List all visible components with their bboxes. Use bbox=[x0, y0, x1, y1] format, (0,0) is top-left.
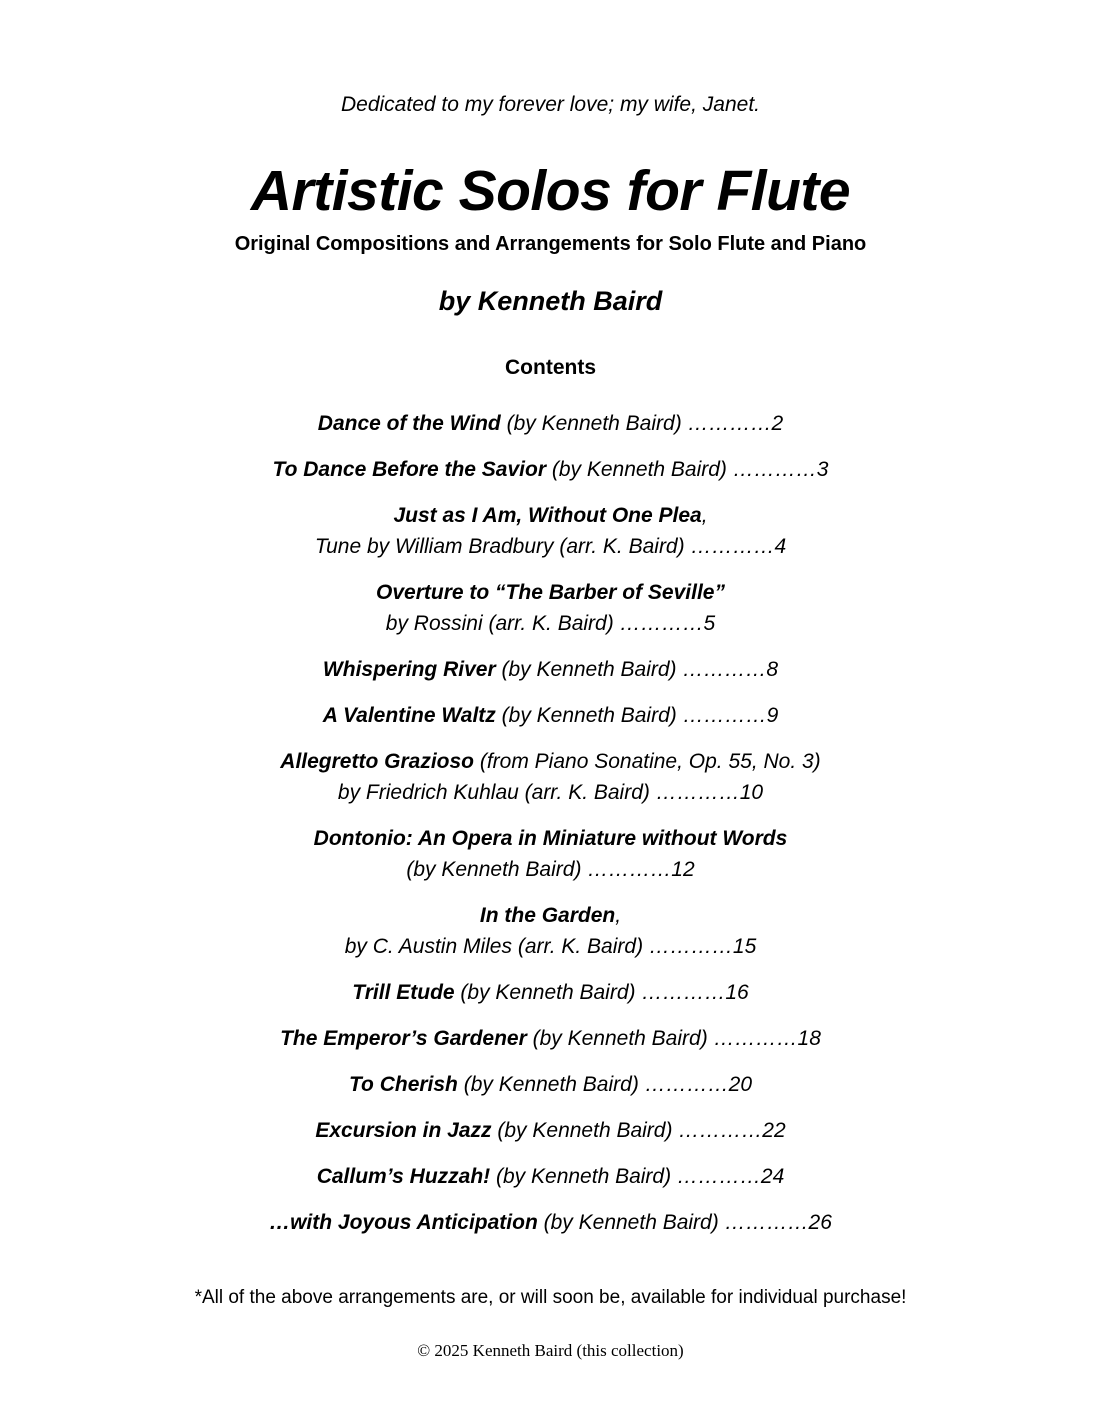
toc-piece-title: To Cherish bbox=[348, 1073, 458, 1096]
toc-entry bbox=[0, 500, 1101, 562]
toc-entry bbox=[0, 746, 1101, 808]
toc-piece-detail: , bbox=[701, 504, 708, 527]
toc-entry bbox=[0, 1023, 1101, 1054]
toc-piece-credit: by Friedrich Kuhlau (arr. K. Baird) …………10 bbox=[337, 781, 764, 804]
toc-piece-detail: , bbox=[615, 904, 622, 927]
toc-piece-title: Trill Etude bbox=[352, 981, 455, 1004]
toc-piece-title: Dontonio: An Opera in Miniature without Words bbox=[313, 827, 788, 850]
toc-piece-detail: (by Kenneth Baird) …………2 bbox=[500, 412, 784, 435]
author-line: by Kenneth Baird bbox=[438, 286, 663, 316]
page-title: Artistic Solos for Flute bbox=[250, 159, 851, 223]
toc-piece-detail: (by Kenneth Baird) …………26 bbox=[537, 1211, 832, 1234]
toc-piece-detail: (by Kenneth Baird) …………3 bbox=[546, 458, 829, 481]
toc-piece-title: Overture to “The Barber of Seville” bbox=[376, 581, 725, 604]
copyright: © 2025 Kenneth Baird (this collection) bbox=[417, 1341, 684, 1360]
toc-entry bbox=[0, 823, 1101, 885]
toc-piece-title: Dance of the Wind bbox=[317, 412, 501, 435]
toc-piece-title: …with Joyous Anticipation bbox=[269, 1211, 538, 1234]
toc-piece-credit: Tune by William Bradbury (arr. K. Baird) …………4 bbox=[314, 535, 787, 558]
toc-piece-detail: (by Kenneth Baird) …………8 bbox=[495, 658, 779, 681]
toc-entry bbox=[0, 1069, 1101, 1100]
toc-piece-credit: by Rossini (arr. K. Baird) …………5 bbox=[385, 612, 716, 635]
toc-piece-title: The Emperor’s Gardener bbox=[280, 1027, 527, 1050]
toc-piece-detail: (by Kenneth Baird) …………20 bbox=[457, 1073, 753, 1096]
toc-piece-credit: (by Kenneth Baird) …………12 bbox=[406, 858, 695, 881]
toc-piece-detail: (from Piano Sonatine, Op. 55, No. 3) bbox=[474, 750, 821, 773]
toc-entry bbox=[0, 454, 1101, 485]
table-of-contents bbox=[0, 408, 1101, 1253]
toc-piece-title: Callum’s Huzzah! bbox=[316, 1165, 491, 1188]
toc-piece-title: Allegretto Grazioso bbox=[280, 750, 474, 773]
dedication: Dedicated to my forever love; my wife, Janet. bbox=[340, 93, 760, 116]
availability-note: *All of the above arrangements are, or will soon be, available for individual purchase! bbox=[194, 1287, 907, 1308]
toc-entry bbox=[0, 408, 1101, 439]
subtitle: Original Compositions and Arrangements for Solo Flute and Piano bbox=[234, 233, 867, 255]
toc-piece-title: In the Garden bbox=[479, 904, 616, 927]
toc-entry bbox=[0, 577, 1101, 639]
toc-piece-detail: (by Kenneth Baird) …………18 bbox=[526, 1027, 821, 1050]
toc-piece-title: Whispering River bbox=[322, 658, 496, 681]
toc-piece-detail: (by Kenneth Baird) …………9 bbox=[495, 704, 779, 727]
toc-piece-detail: (by Kenneth Baird) …………22 bbox=[491, 1119, 786, 1142]
toc-entry bbox=[0, 900, 1101, 962]
toc-entry bbox=[0, 654, 1101, 685]
toc-entry bbox=[0, 700, 1101, 731]
toc-piece-credit: by C. Austin Miles (arr. K. Baird) …………15 bbox=[344, 935, 757, 958]
toc-entry bbox=[0, 1207, 1101, 1238]
toc-piece-title: Just as I Am, Without One Plea bbox=[393, 504, 702, 527]
toc-entry bbox=[0, 1115, 1101, 1146]
toc-piece-title: A Valentine Waltz bbox=[322, 704, 496, 727]
contents-heading: Contents bbox=[505, 356, 596, 379]
toc-piece-title: Excursion in Jazz bbox=[315, 1119, 492, 1142]
toc-entry bbox=[0, 977, 1101, 1008]
toc-piece-detail: (by Kenneth Baird) …………16 bbox=[454, 981, 749, 1004]
toc-piece-title: To Dance Before the Savior bbox=[272, 458, 546, 481]
toc-piece-detail: (by Kenneth Baird) …………24 bbox=[490, 1165, 785, 1188]
toc-entry bbox=[0, 1161, 1101, 1192]
